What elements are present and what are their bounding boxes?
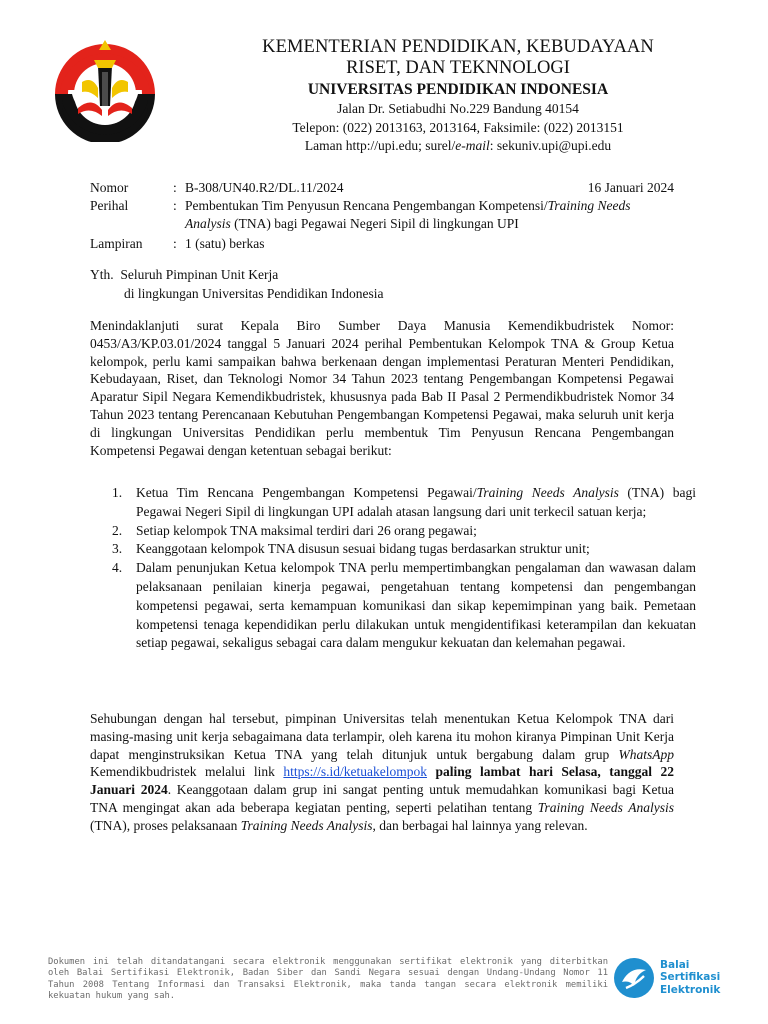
provision-list [90,484,696,653]
address-line: Jalan Dr. Setiabudhi No.229 Bandung 40154 [337,101,579,116]
list-text: Setiap kelompok TNA maksimal terdiri dari 26 orang pegawai; [136,522,477,538]
body-paragraph-2 [90,710,674,835]
nomor-label: Nomor [90,180,129,195]
upi-logo-icon [52,36,158,142]
bsre-line-2: Sertifikasi [660,971,721,984]
bsre-line-3: Elektronik [660,983,721,996]
p2-text-b: Kemendikbudristek melalui link [90,764,284,780]
p2-tna-italic-2: Training Needs Analysis [240,817,373,833]
perihal-value [185,197,674,233]
p2-text-c: . Keanggotaan dalam grup ini sangat penting untuk memudahkan komunikasi bagi Ketua TNA mengingat akan ada beberapa kegiatan penting, seperti pelatihan tentang [90,782,674,815]
letterhead [168,36,748,156]
list-number: 2. [112,522,123,538]
addressee-name: Seluruh Pimpinan Unit Kerja [120,267,279,282]
letter-meta [90,179,674,253]
p2-deadline: paling lambat hari Selasa, tanggal 22 Januari 2024 [90,764,675,798]
list-text: Dalam penunjukan Ketua kelompok TNA perlu mempertimbangkan pengalaman dan wawasan dalam pelaksanaan penilaian kinerja pegawai, pengetahuan tentang kompetensi dan pengembangan kompetensi pegawai, serta kemampuan komunikasi dan sikap kepemimpinan yang baik. Pemetaan kompetensi tenaga kependidikan perlu dilakukan untuk mengidentifikasi keterampilan dan kekuatan setiap pegawai, sekaligus sebagai cara dalam mengukur kekuatan dan kelemahan pegawai. [136,560,696,651]
list-number: 3. [112,541,123,557]
yth-label: Yth. [90,267,114,282]
web-suffix: : sekuniv.upi@upi.edu [489,138,612,153]
addressee [90,265,383,303]
p2-whatsapp: WhatsApp [618,746,674,762]
group-link[interactable]: https://s.id/ketuakelompok [283,764,428,780]
list-text-italic: Training Needs Analysis [476,485,619,500]
perihal-text-italic: Training Needs Analysis [185,198,631,231]
phone-line: Telepon: (022) 2013163, 2013164, Faksimile: (022) 2013151 [292,119,624,135]
addressee-line-1 [90,265,383,284]
nomor-value: B-308/UN40.R2/DL.11/2024 [185,180,344,195]
ministry-line-2: RISET, DAN TEKNNOLOGI [346,58,570,78]
perihal-row [90,197,674,233]
perihal-text-a: Pembentukan Tim Penyusun Rencana Pengembangan Kompetensi/ [185,198,548,213]
list-item [90,484,696,522]
p2-text-e: , dan berbagai hal lainnya yang relevan. [372,817,588,833]
web-email-label: e-mail [455,138,490,153]
perihal-label: Perihal [90,198,129,213]
list-number: 1. [112,485,123,500]
list-item [90,540,696,559]
list-item [90,522,696,541]
perihal-text-c: (TNA) bagi Pegawai Negeri Sipil di lingkungan UPI [230,216,519,231]
letter-date: 16 Januari 2024 [587,180,674,195]
perihal-colon: : [173,198,177,213]
lampiran-row [90,235,674,253]
university-name: UNIVERSITAS PENDIDIKAN INDONESIA [307,81,609,98]
addressee-line-2: di lingkungan Universitas Pendidikan Indonesia [124,286,384,301]
ministry-line-1: KEMENTERIAN PENDIDIKAN, KEBUDAYAAN [262,37,654,57]
lampiran-value: 1 (satu) berkas [185,236,265,251]
list-item [90,559,696,653]
list-text: Keanggotaan kelompok TNA disusun sesuai bidang tugas berdasarkan struktur unit; [136,541,590,557]
web-line [168,137,748,156]
web-prefix: Laman http://upi.edu; surel/ [304,138,456,153]
list-text-c: (TNA) bagi Pegawai Negeri Sipil di lingkungan UPI adalah atasan langsung dari unit terkecil satuan kerja; [136,485,697,519]
bsre-label [660,959,720,996]
p2-text-a: Sehubungan dengan hal tersebut, pimpinan Universitas telah menentukan Ketua Kelompok TNA dari masing-masing unit kerja sebagaimana data terlampir, oleh karena itu mohon kiranya Pimpinan Unit Kerja dapat menginstruksikan Ketua TNA yang telah ditunjuk untuk bergabung dalam grup [90,711,674,762]
p2-tna-italic: Training Needs Analysis [537,799,674,815]
bsre-line-1: Balai [660,959,690,971]
list-text-a: Ketua Tim Rencana Pengembangan Kompetensi Pegawai/ [136,485,477,500]
lampiran-label: Lampiran [90,236,143,251]
p2-text-d: (TNA), proses pelaksanaan [90,817,241,833]
list-number: 4. [112,560,123,576]
e-signature-note: Dokumen ini telah ditandatangani secara elektronik menggunakan sertifikat elektronik yang diterbitkan oleh Balai Sertifikasi Elektronik, Badan Siber dan Sandi Negara sesuai dengan Undang-Undang Nomor 11 Tahun 2008 Tentang Informasi dan Transaksi Elektronik, maka tanda tangan secara elektronik memiliki kekuatan hukum yang sah. [48,957,608,1001]
lampiran-colon: : [173,236,177,251]
nomor-row [90,179,674,197]
nomor-colon: : [173,180,177,195]
body-paragraph-1: Menindaklanjuti surat Kepala Biro Sumber Daya Manusia Kemendikbudristek Nomor: 0453/A3/KP.03.01/2024 tanggal 5 Januari 2024 perihal Pembentukan Kelompok TNA & Group Ketua kelompok, perlu kami sampaikan bahwa berkenaan dengan implementasi Peraturan Menteri Pendidikan, Kebudayaan, Riset, dan Teknologi Nomor 34 Tahun 2023 tentang Pengembangan Kompetensi Pegawai Aparatur Sipil Negara Kemendikbudristek, khususnya pada Bab II Pasal 2 Permendikbudristek Nomor 34 Tahun 2023 tentang Perencanaan Kebutuhan Pengembangan Kompetensi Pegawai, maka seluruh unit kerja di lingkungan Universitas Pendidikan perlu membentuk Tim Penyusun Rencana Pengembangan Kompetensi Pegawai dengan ketentuan sebagai berikut: [90,318,674,458]
